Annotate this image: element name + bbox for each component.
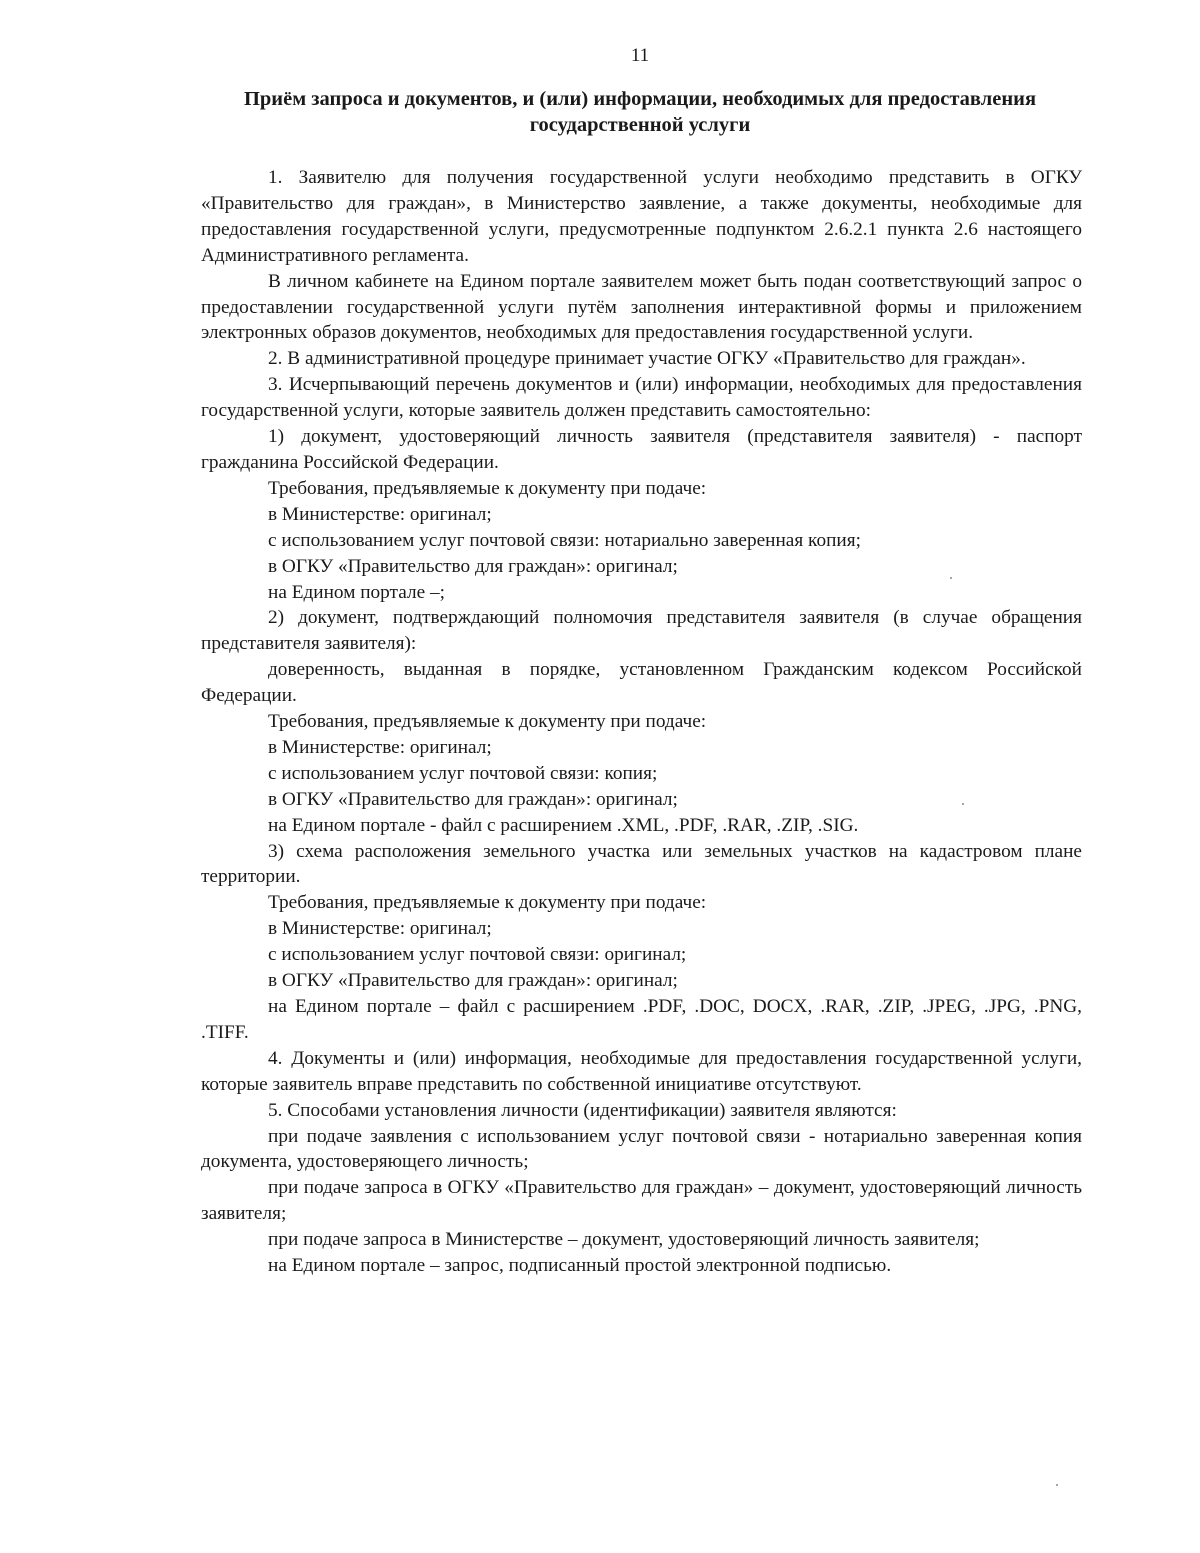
- paragraph: на Едином портале - файл с расширением .XML, .PDF, .RAR, .ZIP, .SIG.: [268, 814, 859, 836]
- paragraph: в ОГКУ «Правительство для граждан»: оригинал;: [268, 788, 678, 810]
- paragraph: 4. Документы и (или) информация, необходимые для предоставления государственной услуги, которые заявитель вправе представить по собственной инициативе отсутствуют.: [201, 1047, 1082, 1095]
- paragraph: при подаче заявления с использованием услуг почтовой связи - нотариально заверенная копия документа, удостоверяющего личность;: [201, 1125, 1082, 1173]
- scan-speck: [1056, 1484, 1058, 1486]
- paragraph: Требования, предъявляемые к документу при подаче:: [268, 477, 707, 499]
- paragraph: на Едином портале – файл с расширением .PDF, .DOC, DOCX, .RAR, .ZIP, .JPEG, .JPG, .PNG, .TIFF.: [201, 996, 1082, 1043]
- paragraph: В личном кабинете на Едином портале заявителем может быть подан соответствующий запрос о предоставлении государственной услуги путём заполнения интерактивной формы и приложением электронных образов документов, необходимых для предоставления государственной услуги.: [201, 270, 1082, 344]
- section-title: Приём запроса и документов, и (или) информации, необходимых для предоставления государственной услуги: [243, 88, 1037, 136]
- paragraph: 3) схема расположения земельного участка или земельных участков на кадастровом плане территории.: [201, 840, 1082, 888]
- paragraph: 3. Исчерпывающий перечень документов и (или) информации, необходимых для предоставления государственной услуги, которые заявитель должен представить самостоятельно:: [201, 374, 1082, 422]
- document-body: [201, 165, 1082, 1279]
- paragraph: на Едином портале – запрос, подписанный простой электронной подписью.: [268, 1255, 892, 1277]
- paragraph: 1) документ, удостоверяющий личность заявителя (представителя заявителя) - паспорт гражданина Российской Федерации.: [201, 426, 1082, 473]
- paragraph: в Министерстве: оригинал;: [268, 503, 492, 525]
- paragraph: с использованием услуг почтовой связи: нотариально заверенная копия;: [268, 529, 861, 551]
- paragraph: на Едином портале –;: [268, 581, 445, 603]
- paragraph: 1. Заявителю для получения государственной услуги необходимо представить в ОГКУ «Правительство для граждан», в Министерство заявление, а также документы, необходимые для предоставления государственной услуги, предусмотренные подпунктом 2.6.2.1 пункта 2.6 настоящего Административного регламента.: [201, 167, 1082, 266]
- scan-speck: [950, 577, 952, 579]
- paragraph: доверенность, выданная в порядке, установленном Гражданским кодексом Российской Федерации.: [201, 659, 1082, 707]
- paragraph: в ОГКУ «Правительство для граждан»: оригинал;: [268, 970, 678, 992]
- paragraph: Требования, предъявляемые к документу при подаче:: [268, 892, 707, 914]
- paragraph: в Министерстве: оригинал;: [268, 918, 492, 940]
- paragraph: при подаче запроса в Министерстве – документ, удостоверяющий личность заявителя;: [268, 1229, 980, 1251]
- paragraph: в ОГКУ «Правительство для граждан»: оригинал;: [268, 555, 678, 577]
- page-number: 11: [630, 45, 650, 66]
- paragraph: с использованием услуг почтовой связи: копия;: [268, 762, 658, 784]
- paragraph: 2) документ, подтверждающий полномочия представителя заявителя (в случае обращения представителя заявителя):: [201, 607, 1082, 655]
- paragraph: 2. В административной процедуре принимает участие ОГКУ «Правительство для граждан».: [268, 348, 1026, 370]
- paragraph: 5. Способами установления личности (идентификации) заявителя являются:: [268, 1099, 897, 1121]
- paragraph: в Министерстве: оригинал;: [268, 736, 492, 758]
- paragraph: Требования, предъявляемые к документу при подаче:: [268, 711, 707, 733]
- scan-speck: [962, 803, 964, 805]
- paragraph: с использованием услуг почтовой связи: оригинал;: [268, 944, 687, 966]
- paragraph: при подаче запроса в ОГКУ «Правительство для граждан» – документ, удостоверяющий личность заявителя;: [201, 1177, 1082, 1225]
